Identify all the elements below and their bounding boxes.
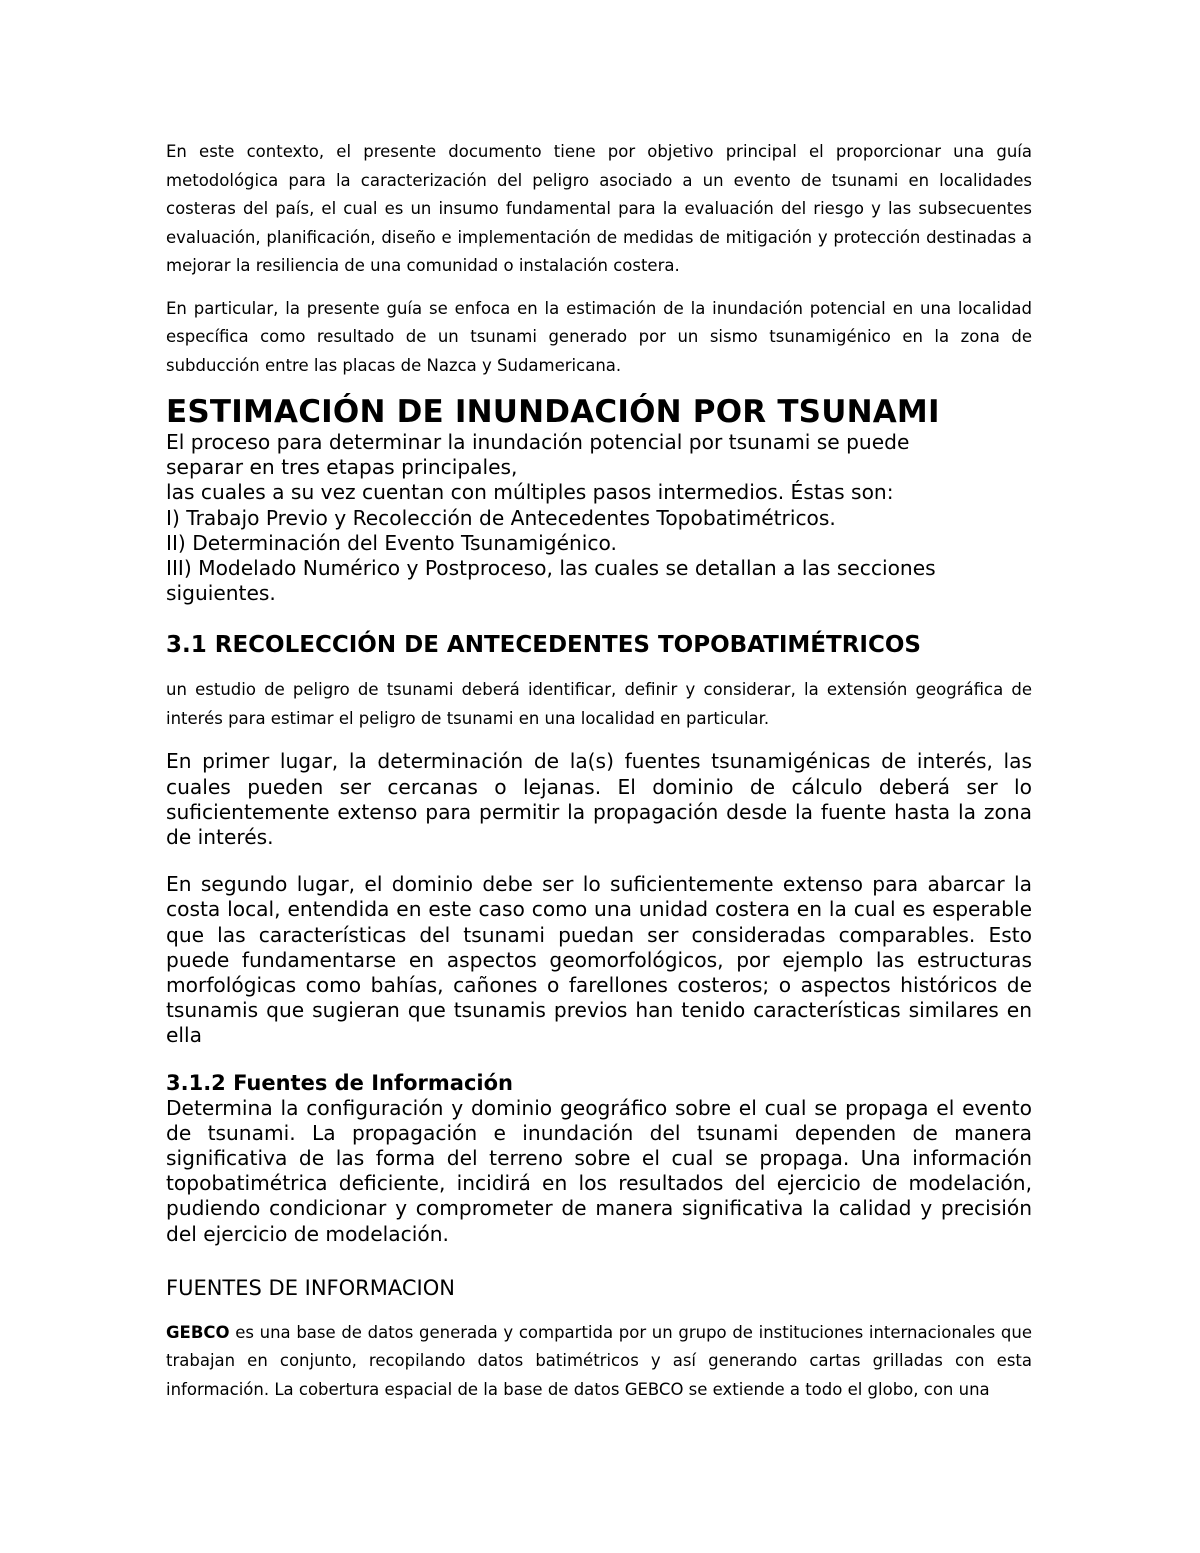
gebco-paragraph (166, 1319, 1032, 1405)
estimacion-line: siguientes. (166, 581, 276, 606)
intro-paragraph-particular: En particular, la presente guía se enfoca en la estimación de la inundación potencial en una localidad específica como resultado de un tsunami generado por un sismo tsunamigénico en la zona de subducción entre las placas de Nazca y Sudamericana. (166, 298, 1032, 375)
gebco-body: es una base de datos generada y compartida por un grupo de instituciones internacionales que trabajan en conjunto, recopilando datos batimétricos y así generando cartas grilladas con esta información. La cobertura espacial de la base de datos GEBCO se extiende a todo el globo, con una (166, 1322, 1032, 1399)
estimacion-line: las cuales a su vez cuentan con múltiples pasos intermedios. Éstas son: (166, 480, 894, 505)
estimacion-line: separar en tres etapas principales, (166, 455, 518, 480)
fuentes-heading: FUENTES DE INFORMACION (166, 1275, 455, 1300)
section-3-1-intro: un estudio de peligro de tsunami deberá identificar, definir y considerar, la extensión geográfica de interés para estimar el peligro de tsunami en una localidad en particular. (166, 680, 1032, 728)
estimacion-line: II) Determinación del Evento Tsunamigénico. (166, 530, 617, 555)
estimacion-line: I) Trabajo Previo y Recolección de Antecedentes Topobatimétricos. (166, 505, 836, 530)
document-page (166, 138, 1032, 1404)
section-title-estimacion: ESTIMACIÓN DE INUNDACIÓN POR TSUNAMI (166, 394, 940, 430)
section-estimacion-body (166, 430, 1032, 606)
section-title-3-1-2: 3.1.2 Fuentes de Información (166, 1070, 513, 1095)
estimacion-line: El proceso para determinar la inundación potencial por tsunami se puede (166, 430, 910, 454)
section-3-1-segundo-lugar: En segundo lugar, el dominio debe ser lo suficientemente extenso para abarcar la costa local, entendida en este caso como una unidad costera en la cual es esperable que las características del tsunami puedan ser consideradas comparables. Esto puede fundamentarse en aspectos geomorfológicos, por ejemplo las estructuras morfológicas como bahías, cañones o farellones costeros; o aspectos históricos de tsunamis que sugieran que tsunamis previos han tenido características similares en ella (166, 872, 1032, 1048)
estimacion-line: III) Modelado Numérico y Postproceso, las cuales se detallan a las secciones (166, 556, 936, 581)
section-3-1-2-body: Determina la configuración y dominio geográfico sobre el cual se propaga el evento de tsunami. La propagación e inundación del tsunami dependen de manera significativa de las forma del terreno sobre el cual se propaga. Una información topobatimétrica deficiente, incidirá en los resultados del ejercicio de modelación, pudiendo condicionar y comprometer de manera significativa la calidad y precisión del ejercicio de modelación. (166, 1095, 1032, 1246)
section-3-1-primer-lugar: En primer lugar, la determinación de la(s) fuentes tsunamigénicas de interés, las cuales pueden ser cercanas o lejanas. El dominio de cálculo deberá ser lo suficientemente extenso para permitir la propagación desde la fuente hasta la zona de interés. (166, 749, 1032, 850)
gebco-term: GEBCO (166, 1322, 230, 1342)
section-title-3-1: 3.1 RECOLECCIÓN DE ANTECEDENTES TOPOBATIMÉTRICOS (166, 632, 921, 659)
intro-paragraph-context: En este contexto, el presente documento tiene por objetivo principal el proporcionar una guía metodológica para la caracterización del peligro asociado a un evento de tsunami en localidades costeras del país, el cual es un insumo fundamental para la evaluación del riesgo y las subsecuentes evaluación, planificación, diseño e implementación de medidas de mitigación y protección destinadas a mejorar la resiliencia de una comunidad o instalación costera. (166, 142, 1032, 275)
